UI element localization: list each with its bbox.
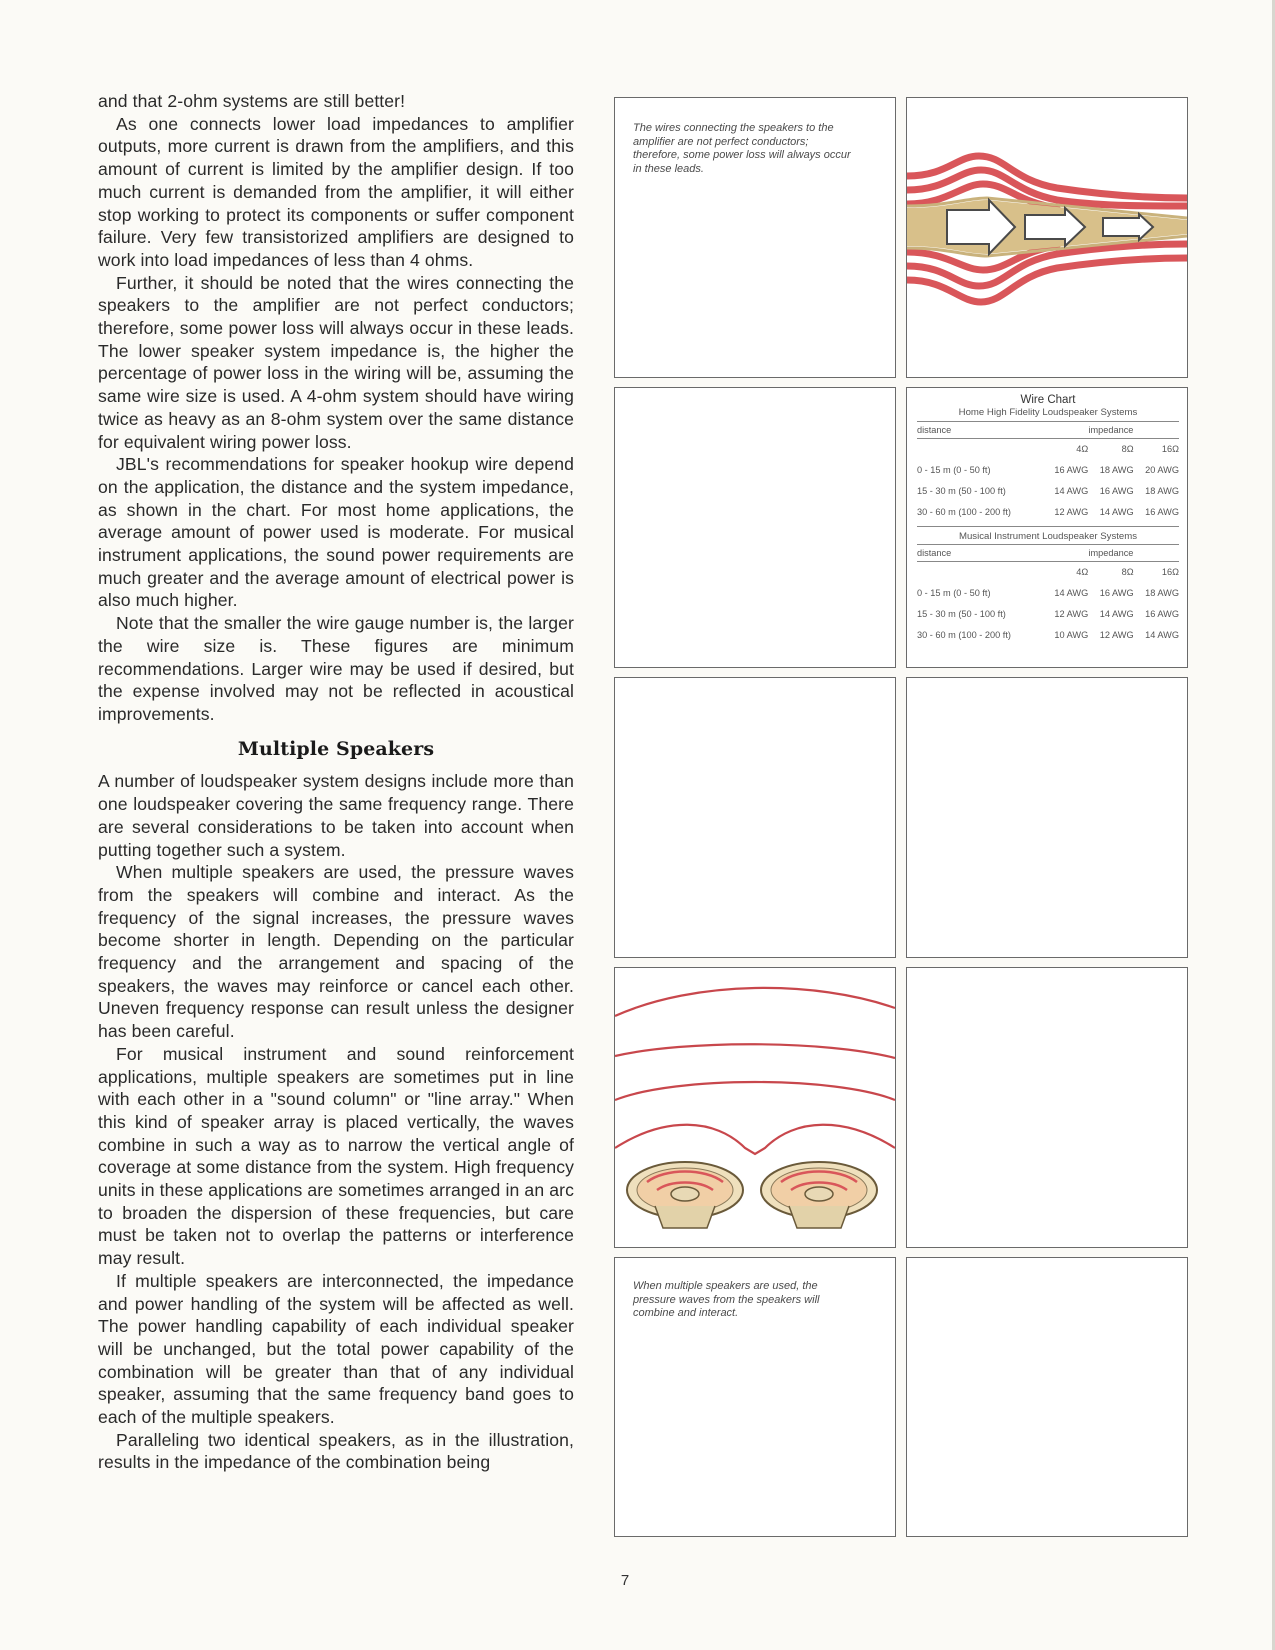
- pressure-wave-illustration-panel: [614, 967, 896, 1248]
- blank-panel: [906, 1257, 1188, 1537]
- gauge-cell: 12 AWG: [1099, 629, 1134, 640]
- blank-panel: [614, 677, 896, 958]
- paragraph: A number of loudspeaker system designs include more than one loudspeaker covering the same frequency range. There are several considerations to be taken into account when putting together such a system.: [98, 771, 574, 860]
- paragraph: JBL's recommendations for speaker hookup wire depend on the application, the distance and the system impedance, as shown in the chart. For most home applications, the average amount of power used is moderate. For musical instrument applications, the sound power requirements are much greater and the average amount of electrical power is also much higher.: [98, 454, 574, 611]
- paragraph: For musical instrument and sound reinforcement applications, multiple speakers are sometimes put in line with each other in a "sound column" or "line array." When this kind of speaker array is placed vertically, the waves combine in such a way as to narrow the vertical angle of coverage at some distance from the system. High frequency units in these applications are sometimes arranged in an arc to broaden the dispersion of these frequencies, but care must be taken not to overlap the patterns or interference may result.: [98, 1043, 574, 1269]
- gauge-cell: 18 AWG: [1145, 587, 1179, 598]
- gauge-cell: 18 AWG: [1145, 485, 1179, 496]
- gauge-cell: 16 AWG: [1054, 464, 1089, 475]
- musical-wire-table: [917, 544, 1179, 645]
- gauge-cell: 14 AWG: [1145, 629, 1179, 640]
- distance-cell: 0 - 15 m (0 - 50 ft): [917, 587, 991, 598]
- paragraph: As one connects lower load impedances to amplifier outputs, more current is drawn from the amplifiers, and this amount of current is limited by the amplifier design. If too much current is demanded from the amplifier, it will either stop working to protect its components or suffer component failure. Very few transistorized amplifiers are designed to work into load impedances of less than 4 ohms.: [98, 113, 574, 270]
- distance-cell: 30 - 60 m (100 - 200 ft): [917, 506, 1011, 517]
- ohm-label: 16Ω: [1161, 444, 1179, 454]
- wire-chart: [917, 394, 1179, 645]
- ohm-label: 8Ω: [1121, 567, 1134, 577]
- distance-cell: 30 - 60 m (100 - 200 ft): [917, 629, 1011, 640]
- table-row: [917, 501, 1179, 522]
- blank-panel: [906, 967, 1188, 1248]
- gauge-cell: 16 AWG: [1099, 485, 1134, 496]
- table-row: [917, 624, 1179, 645]
- musical-systems-subtitle: Musical Instrument Loudspeaker Systems: [917, 526, 1179, 542]
- caption-panel-multiple: [614, 1257, 896, 1537]
- wire-power-loss-illustration: [907, 98, 1187, 377]
- wire-chart-panel: [906, 387, 1188, 668]
- distance-cell: 0 - 15 m (0 - 50 ft): [917, 464, 991, 475]
- gauge-cell: 20 AWG: [1145, 464, 1179, 475]
- ohm-label: 8Ω: [1121, 444, 1134, 454]
- col-distance: distance: [917, 422, 1043, 439]
- gauge-cell: 16 AWG: [1145, 608, 1179, 619]
- caption-wires: The wires connecting the speakers to the amplifier are not perfect conductors; therefore, some power loss will always occur in these leads.: [633, 122, 851, 175]
- pressure-waves-illustration: [615, 968, 895, 1247]
- col-distance: distance: [917, 545, 1043, 562]
- paragraph: When multiple speakers are used, the pressure waves from the speakers will combine and interact. As the frequency of the signal increases, the pressure waves become shorter in length. Depending on the particular frequency and the arrangement and spacing of the speakers, the waves may reinforce or cancel each other. Uneven frequency response can result unless the designer has been careful.: [98, 862, 574, 1042]
- distance-cell: 15 - 30 m (50 - 100 ft): [917, 485, 1006, 496]
- gauge-cell: 18 AWG: [1099, 464, 1134, 475]
- gauge-cell: 16 AWG: [1145, 506, 1179, 517]
- speaker-icon: [627, 1162, 743, 1228]
- gauge-cell: 16 AWG: [1099, 587, 1134, 598]
- gauge-cell: 14 AWG: [1054, 587, 1089, 598]
- blank-panel: [614, 387, 896, 668]
- distance-cell: 15 - 30 m (50 - 100 ft): [917, 608, 1006, 619]
- gauge-cell: 10 AWG: [1054, 629, 1089, 640]
- ohm-label: 4Ω: [1076, 567, 1089, 577]
- blank-panel: [906, 677, 1188, 958]
- col-impedance: impedance: [1043, 422, 1179, 439]
- gauge-cell: 14 AWG: [1099, 506, 1134, 517]
- wire-loss-illustration-panel: [906, 97, 1188, 378]
- wire-chart-title: Wire Chart: [1020, 394, 1076, 406]
- body-text-column: [98, 90, 574, 1474]
- table-row: [917, 480, 1179, 501]
- paragraph: Note that the smaller the wire gauge number is, the larger the wire size is. These figures are minimum recommendations. Larger wire may be used if desired, but the expense involved may not be reflected in acoustical improvements.: [98, 613, 574, 724]
- home-systems-subtitle: Home High Fidelity Loudspeaker Systems: [958, 407, 1138, 418]
- caption-multiple-speakers: When multiple speakers are used, the pressure waves from the speakers will combine and interact.: [633, 1280, 820, 1319]
- speaker-icon: [761, 1162, 877, 1228]
- gauge-cell: 14 AWG: [1054, 485, 1089, 496]
- table-row: [917, 459, 1179, 480]
- page-number: 7: [620, 1572, 630, 1589]
- paragraph: Further, it should be noted that the wires connecting the speakers to the amplifier are not perfect conductors; therefore, some power loss will always occur in these leads. The lower speaker system impedance is, the higher the percentage of power loss in the wiring will be, assuming the same wire size is used. A 4-ohm system should have wiring twice as heavy as an 8-ohm system over the same distance for equivalent wiring power loss.: [98, 272, 574, 452]
- paragraph: If multiple speakers are interconnected, the impedance and power handling of the system will be affected as well. The power handling capability of each individual speaker will be unchanged, but the total power capability of the combination will be greater than that of any individual speaker, assuming that the same frequency band goes to each of the multiple speakers.: [98, 1270, 574, 1428]
- section-heading: Multiple Speakers: [237, 737, 435, 760]
- gauge-cell: 12 AWG: [1054, 608, 1089, 619]
- col-impedance: impedance: [1043, 545, 1179, 562]
- table-row: [917, 582, 1179, 603]
- gauge-cell: 12 AWG: [1054, 506, 1089, 517]
- paragraph: Paralleling two identical speakers, as in the illustration, results in the impedance of the combination being: [98, 1429, 574, 1473]
- caption-panel-wires: [614, 97, 896, 378]
- gauge-cell: 14 AWG: [1099, 608, 1134, 619]
- paragraph: and that 2-ohm systems are still better!: [98, 91, 406, 111]
- home-wire-table: [917, 421, 1179, 522]
- ohm-label: 4Ω: [1076, 444, 1089, 454]
- ohm-label: 16Ω: [1161, 567, 1179, 577]
- table-row: [917, 603, 1179, 624]
